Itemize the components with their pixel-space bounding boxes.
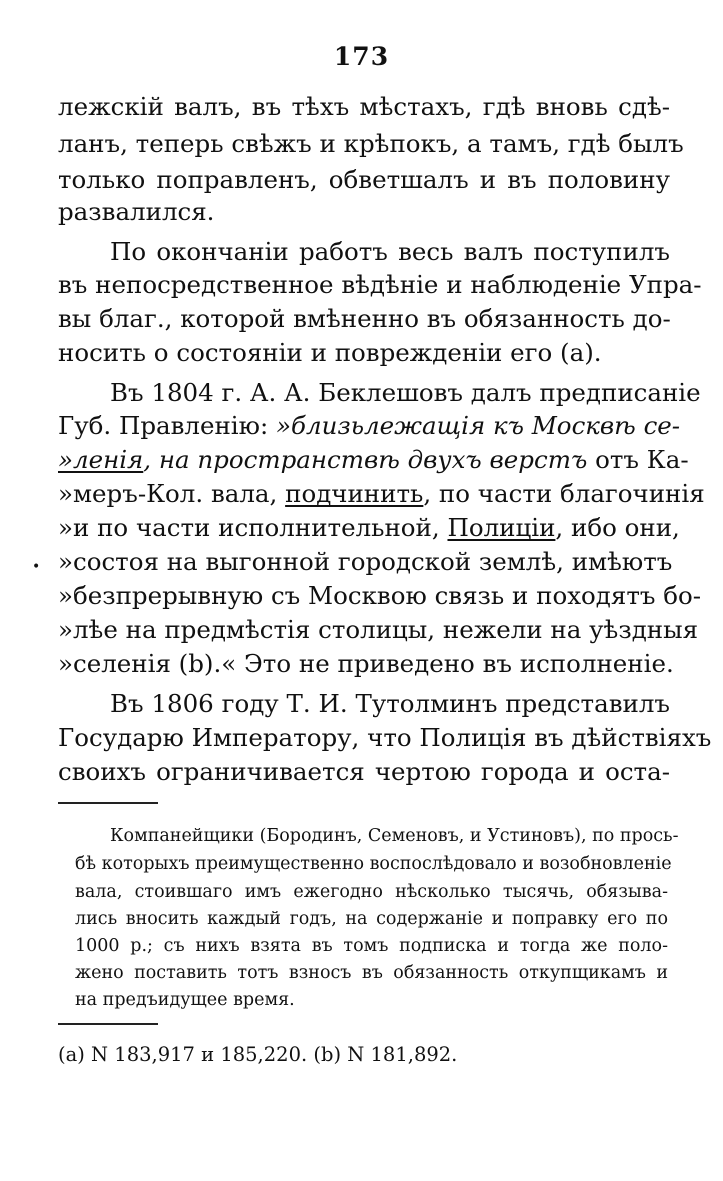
footnote-rule <box>58 802 158 804</box>
quote-italic-span: , на пространствѣ двухъ верстъ <box>143 445 588 474</box>
text-line: ланъ, теперь свѣжъ и крѣпокъ, а тамъ, гдѣ былъ <box>58 129 684 158</box>
page-number: 173 <box>333 42 390 71</box>
text-span: отъ Ка- <box>595 445 689 474</box>
reference-note: (а) N 183,917 и 185,220. (b) N 181,892. <box>58 1043 458 1066</box>
quote-italic-span: »близьлежащiя къ Москвѣ се- <box>276 411 681 440</box>
text-line: »лѣе на предмѣстiя столицы, нежели на уѣздныя <box>58 615 699 644</box>
text-line: »безпрерывную съ Москвою связь и походятъ бо- <box>58 581 702 610</box>
text-line: носить о состоянiи и поврежденiи его (а). <box>58 338 602 367</box>
text-line: »селенiя (b).« Это не приведено въ исполненiе. <box>58 649 674 678</box>
underlined-span: Полицiи <box>447 513 556 542</box>
paragraph-start-line: Въ 1804 г. А. А. Беклешовъ далъ предписанiе <box>110 378 701 407</box>
text-line: только поправленъ, обветшалъ и въ половину <box>58 165 670 194</box>
text-line: въ непосредственное вѣдѣнiе и наблюденiе Упра- <box>58 270 702 299</box>
paragraph-start-line: Въ 1806 году Т. И. Тутолминъ представилъ <box>110 689 670 718</box>
text-line-mixed <box>58 511 680 544</box>
text-line: Государю Императору, что Полицiя въ дѣйствiяхъ <box>58 723 712 752</box>
text-span: , по части благочинiя <box>423 479 705 508</box>
footnote-line: лись вносить каждый годъ, на содержанiе и поправку его по <box>75 909 668 929</box>
text-span: Губ. Правленiю: <box>58 411 269 440</box>
underlined-span: подчинить <box>285 479 424 508</box>
text-line: своихъ ограничивается чертою города и оста- <box>58 757 670 786</box>
reference-rule <box>58 1023 158 1025</box>
paragraph-start-line: По окончанiи работъ весь валъ поступилъ <box>110 237 670 266</box>
text-line: лежскiй валъ, въ тѣхъ мѣстахъ, гдѣ вновь сдѣ- <box>58 92 670 121</box>
text-span: »меръ-Кол. вала, <box>58 479 278 508</box>
footnote-line: вала, стоившаго имъ ежегодно нѣсколько тысячь, обязыва- <box>75 882 668 902</box>
text-line: развалился. <box>58 197 215 226</box>
footnote-line: 1000 р.; съ нихъ взята въ томъ подписка и тогда же поло- <box>75 936 668 956</box>
quote-italic-underlined-span: »ленiя <box>58 445 144 474</box>
text-line-mixed <box>58 477 705 510</box>
text-span: »и по части исполнительной, <box>58 513 440 542</box>
footnote-line: жено поставить тотъ взносъ въ обязанность откупщикамъ и <box>75 963 668 983</box>
text-line: »состоя на выгонной городской землѣ, имѣютъ <box>58 547 673 576</box>
text-line-mixed <box>58 409 681 442</box>
text-line: вы благ., которой вмѣненно въ обязанность до- <box>58 304 671 333</box>
text-span: , ибо они, <box>555 513 680 542</box>
footnote-line: бѣ которыхъ преимущественно воспослѣдовало и возобновленiе <box>75 854 672 874</box>
footnote-line: Компанейщики (Бородинъ, Семеновъ, и Устиновъ), по прось- <box>110 826 679 846</box>
text-line-mixed <box>58 443 689 476</box>
marginal-dot: • <box>32 559 41 575</box>
footnote-line: на предъидущее время. <box>75 990 295 1010</box>
